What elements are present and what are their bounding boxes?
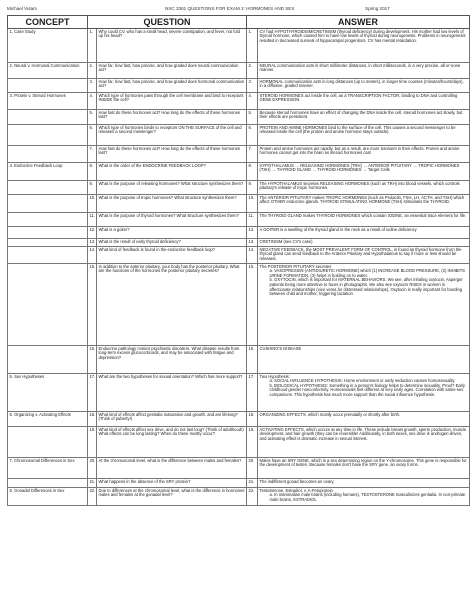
question-number: 9.: [88, 181, 97, 195]
answer-cell: [258, 346, 470, 374]
table-body: [8, 29, 470, 506]
answer-cell: [258, 427, 470, 458]
concept-cell: 2. Neural v. Hormonal Communication: [8, 63, 88, 79]
table-row: [8, 458, 470, 479]
answer-subpoint: b. BIOLOGICAL HYPOTHESIS: Something in a person's biology helps to determine sexuality. Proof? Early childhood gender nonconformity. Homosexuals feel different at very early ages. Correlation with same-sex companions. This hypothesis has much more support than the social influence hypothesis.: [269, 382, 466, 398]
question-number: 13.: [88, 239, 97, 247]
table-row: [8, 110, 470, 125]
concept-cell: [8, 264, 88, 346]
question-number: 10.: [88, 195, 97, 213]
answer-number: 13.: [247, 239, 258, 247]
table-row: [8, 63, 470, 79]
answer-text: NEURAL communication acts in short millimeter distances, in short milliseconds, in a very precise, all-or-none manner.: [259, 62, 461, 73]
question-number: 15.: [88, 264, 97, 346]
table-row: [8, 146, 470, 163]
answer-number: 7.: [247, 146, 258, 163]
question-cell: Why could CV, who has a small head, severe constipation, and fever, not fold up his head?: [97, 29, 247, 63]
table-row: [8, 195, 470, 213]
question-number: 11.: [88, 213, 97, 227]
answer-number: 17.: [247, 374, 258, 412]
table-row: [8, 125, 470, 146]
question-cell: At the chromosomal level, what is the difference between males and females?: [97, 458, 247, 479]
concept-cell: [8, 213, 88, 227]
answer-cell: [258, 181, 470, 195]
question-cell: Which type of hormones binds to receptors ON THE SURFACE of the cell and releases a second messenger?: [97, 125, 247, 146]
table-row: [8, 247, 470, 264]
concept-cell: [8, 239, 88, 247]
answer-cell: [258, 110, 470, 125]
concept-cell: [8, 247, 88, 264]
table-row: [8, 374, 470, 412]
question-number: 17.: [88, 374, 97, 412]
answer-text: CUSHING'S DISEASE: [259, 345, 302, 351]
question-number: 2.: [88, 63, 97, 79]
answer-number: 1.: [247, 29, 258, 63]
question-number: 16.: [88, 346, 97, 374]
question-number: 14.: [88, 247, 97, 264]
table-row: [8, 79, 470, 93]
table-row: [8, 163, 470, 181]
answer-number: 21.: [247, 479, 258, 488]
answer-cell: [258, 412, 470, 427]
concept-cell: 5. Sex Hypotheses: [8, 374, 88, 412]
answer-cell: [258, 146, 470, 163]
question-cell: What kind of effects affect sex drive, and do not last long? (Think of adulthood!) What effects can be long lasting? When do these mostly occur?: [97, 427, 247, 458]
answer-number: 8.: [247, 163, 258, 181]
question-cell: What kind of effects affect genitalia maturation and growth, and are lifelong? (Think of puberty!): [97, 412, 247, 427]
question-number: 3.: [88, 79, 97, 93]
question-cell: What happens in the absence of the SRY protein?: [97, 479, 247, 488]
question-number: 1.: [88, 29, 97, 63]
question-cell: Which type of hormones pass through the cell membrane and bind to receptors INSIDE the cell?: [97, 93, 247, 110]
question-number: 21.: [88, 479, 97, 488]
question-cell: How fast do these hormones act? How long do the effects of these hormones last?: [97, 110, 247, 125]
answer-cell: [258, 213, 470, 227]
table-row: [8, 227, 470, 239]
question-cell: Endocrine pathology mimics psychiatric disorders. What disease results from long-term excess glucocorticoids, and may be associated with fatigue and depression?: [97, 346, 247, 374]
answer-text: CRETINISM (see CV's case): [259, 238, 313, 244]
course-title: NSC 3361 QUESTIONS FOR EXAM 2: HORMONES AND SEX: [165, 6, 295, 11]
answer-text: PROTEIN AND AMINE HORMONES bind to the surface of the cell. This causes a second messenger to be released inside the cell (the protein and amine hormone stays outside).: [259, 124, 456, 135]
answer-number: 19.: [247, 427, 258, 458]
answer-text: The ANTERIOR PITUITARY makes TROPIC HORMONES (such as Prolactin, FSH, LH, ACTH, and TSH) which affect OTHER endocrine glands. THYROID STIMULATING HORMONE (TSH) stimulates the THYROID.: [259, 194, 465, 205]
answer-text: The indifferent gonad becomes an ovary.: [259, 478, 335, 484]
table-row: [8, 488, 470, 506]
answer-cell: [258, 247, 470, 264]
question-number: 4.: [88, 93, 97, 110]
answer-text: Because steroid hormones have an effect of changing the DNA inside the cell, steroid hormones act slowly, but their effects are persistent.: [259, 109, 463, 120]
question-cell: How far, how fast, how precise, and how graded does hormonal communication act?: [97, 79, 247, 93]
answer-number: 2.: [247, 63, 258, 79]
table-row: [8, 239, 470, 247]
question-header: QUESTION: [88, 16, 247, 29]
question-number: 18.: [88, 412, 97, 427]
concept-cell: [8, 427, 88, 458]
table-header-row: [8, 16, 470, 29]
question-number: 12.: [88, 227, 97, 239]
answer-number: 11.: [247, 213, 258, 227]
answer-cell: [258, 264, 470, 346]
answer-number: 3.: [247, 79, 258, 93]
table-row: [8, 412, 470, 427]
answer-number: 4.: [247, 93, 258, 110]
concept-cell: 4. Endocrine Feedback Loop: [8, 163, 88, 181]
answer-number: 9.: [247, 181, 258, 195]
answer-cell: [258, 227, 470, 239]
term-label: Spring 2017: [365, 6, 390, 11]
answer-number: 14.: [247, 247, 258, 264]
answer-cell: [258, 239, 470, 247]
question-cell: In addition to the anterior pituitary, your body has the posterior pituitary. What are the functions of the hormones the posterior pituitary secretes?: [97, 264, 247, 346]
answer-cell: [258, 93, 470, 110]
question-number: 7.: [88, 146, 97, 163]
answer-text: Protein and amine hormones act rapidly, but as a result, are more transient in their effects. Protein and amine hormones cannot get into the brain as steroid hormones can!: [259, 145, 460, 156]
answer-text: The POSTERIOR PITUITARY secretes: [259, 263, 332, 269]
answer-subpoint: b. OXYTOCIN, which is important for MATERNAL BEHAVIORS. We see, after inhaling oxytocin, Asperger patients being more attentive to faces in photographs. We also see oxytocin RISES in women in affectionate relationships (vice versa for distressed relationships). Oxytocin is really important for bonding between child and mother, triggering lactation: [269, 277, 463, 297]
concept-cell: [8, 227, 88, 239]
answer-cell: [258, 163, 470, 181]
answer-cell: [258, 125, 470, 146]
answer-number: 20.: [247, 458, 258, 479]
question-cell: How far, how fast, how precise, and how graded does neural communication act?: [97, 63, 247, 79]
table-row: [8, 479, 470, 488]
concept-cell: [8, 110, 88, 125]
table-row: [8, 213, 470, 227]
answer-cell: [258, 374, 470, 412]
answer-text: Two Hypothesis:: [259, 373, 290, 379]
concept-cell: [8, 195, 88, 213]
question-cell: What is the order of the ENDOCRINE FEEDBACK LOOP?: [97, 163, 247, 181]
answer-text: A GOITER is a swelling of the thyroid gland in the neck as a result of iodine deficiency: [259, 226, 417, 232]
answer-text: HYPOTHALAMUS → RELEASING HORMONES (TRH) → ANTERIOR PITUITARY → TROPIC HORMONES (TSH) → THYROID GLAND → THYROID HORMONES → Target Cells: [259, 162, 460, 173]
answer-text: Testosterone, Estradiol, v. A-Fetoprotein: [259, 487, 333, 493]
answer-number: 5.: [247, 110, 258, 125]
concept-cell: [8, 181, 88, 195]
question-cell: What is the result of early thyroid deficiency?: [97, 239, 247, 247]
answer-text: NEGATIVE FEEDBACK, the MOST PREVALENT FORM OF CONTROL, is found as thyroid hormone from the thyroid gland can send feedback to the Anterior Pituitary and Hypothalamus to say if more or less should be released.: [259, 246, 462, 261]
concept-cell: 7. Chromosomal Differences in Sex: [8, 458, 88, 479]
answer-cell: [258, 488, 470, 506]
question-cell: What kind of feedback is found in the endocrine feedback loop?: [97, 247, 247, 264]
question-cell: What is the purpose of tropic hormones? What structure synthesizes them?: [97, 195, 247, 213]
concept-cell: [8, 125, 88, 146]
question-cell: How fast do these hormones act? How long do the effects of these hormones last?: [97, 146, 247, 163]
answer-text: ORGANIZING EFFECTS, which mostly occur prenatally or shortly after birth.: [259, 411, 401, 417]
table-row: [8, 93, 470, 110]
question-number: 5.: [88, 110, 97, 125]
answer-text: The HYPOTHALAMUS secretes RELEASING HORMONES (such as TRH) into blood vessels, which controls pituitary's release of tropic hormones.: [259, 180, 460, 191]
answer-subpoint: a. SOCIAL INFLUENCE HYPOTHESIS: Home environment or early seduction causes homosexuality: [269, 378, 455, 384]
answer-number: 16.: [247, 346, 258, 374]
answer-text: CV had HYPOTHYROIDISM/CRETINISM (thyroid deficiency) during development. His mother had low levels of thyroid hormone, which caused him to have low levels of thyroid during neurogenesis. Problems in neurogenesis resulted in decreased survival of hippocampal progenitors. CV has mental retardation.: [259, 28, 466, 43]
answer-cell: [258, 458, 470, 479]
concept-cell: 8. Gonadal Differences in Sex: [8, 488, 88, 506]
question-cell: What is the purpose of releasing hormones? What structure synthesizes them?: [97, 181, 247, 195]
answer-subpoint: a. In mammalian male brains (including humans), TESTOSTERONE masculinizes genitalia. In non-primate male brains, ESTRADIOL: [269, 492, 466, 502]
qa-table: [7, 15, 470, 506]
concept-cell: [8, 146, 88, 163]
answer-text: STEROID HORMONES act inside the cell, as a TRANSCRIPTION FACTOR, binding to DNA and controlling GENE EXPRESSION.: [259, 92, 458, 103]
question-number: 19.: [88, 427, 97, 458]
concept-cell: 6. Organizing v. Activating Effects: [8, 412, 88, 427]
author-name: Michael Vulam: [7, 6, 37, 11]
answer-number: 18.: [247, 412, 258, 427]
concept-cell: [8, 79, 88, 93]
answer-header: ANSWER: [247, 16, 470, 29]
answer-text: The THYROID GLAND makes THYROID HORMONES which contain IODINE, an essential trace element for life.: [259, 212, 467, 218]
question-cell: Due to differences at the chromosomal level, what is the difference in hormones males and females at the gonadal level?: [97, 488, 247, 506]
answer-cell: [258, 479, 470, 488]
answer-number: 12.: [247, 227, 258, 239]
answer-number: 10.: [247, 195, 258, 213]
answer-cell: [258, 195, 470, 213]
concept-cell: 3. Protein v. Steroid Hormones: [8, 93, 88, 110]
table-row: [8, 264, 470, 346]
answer-cell: [258, 79, 470, 93]
table-row: [8, 346, 470, 374]
answer-text: HORMONAL communication acts in long distances (up to meters), in longer time courses (minutes/hours/days), in a diffusive, graded manner.: [259, 78, 464, 89]
answer-number: 15.: [247, 264, 258, 346]
question-number: 22.: [88, 488, 97, 506]
concept-header: CONCEPT: [8, 16, 88, 29]
table-row: [8, 427, 470, 458]
concept-cell: [8, 346, 88, 374]
question-number: 6.: [88, 125, 97, 146]
answer-text: Males have an SRY GENE, which is a sex determining region on the Y-chromosome. This gene is responsible for the development of testes. Because females don't have the SRY gene, an ovary forms.: [259, 457, 467, 468]
question-number: 20.: [88, 458, 97, 479]
answer-number: 6.: [247, 125, 258, 146]
concept-cell: 1. Case Study: [8, 29, 88, 63]
concept-cell: [8, 479, 88, 488]
answer-cell: [258, 29, 470, 63]
question-number: 8.: [88, 163, 97, 181]
answer-cell: [258, 63, 470, 79]
question-cell: What is a goiter?: [97, 227, 247, 239]
question-cell: What are the two hypotheses for sexual orientation? Which has more support?: [97, 374, 247, 412]
table-row: [8, 181, 470, 195]
answer-text: ACTIVATING EFFECTS, which occurs at any time in life. These include breast growth, sperm production, muscle development, and hair growth (they can be reversible! Additionally, in both sexes, sex drive is androgen-driven, and activating effect is dramatic increase in sexual interest.: [259, 426, 467, 441]
question-cell: What is the purpose of thyroid hormones? What structure synthesizes them?: [97, 213, 247, 227]
answer-subpoint: a. VASOPRESSIN (ANTIDIURETIC HORMONE) which (1) INCREASE BLOOD PRESSURE, (2) INHIBITS URINE FORMATION, (3) helps in holding on to water.: [269, 268, 466, 278]
answer-number: 22.: [247, 488, 258, 506]
table-row: [8, 29, 470, 63]
